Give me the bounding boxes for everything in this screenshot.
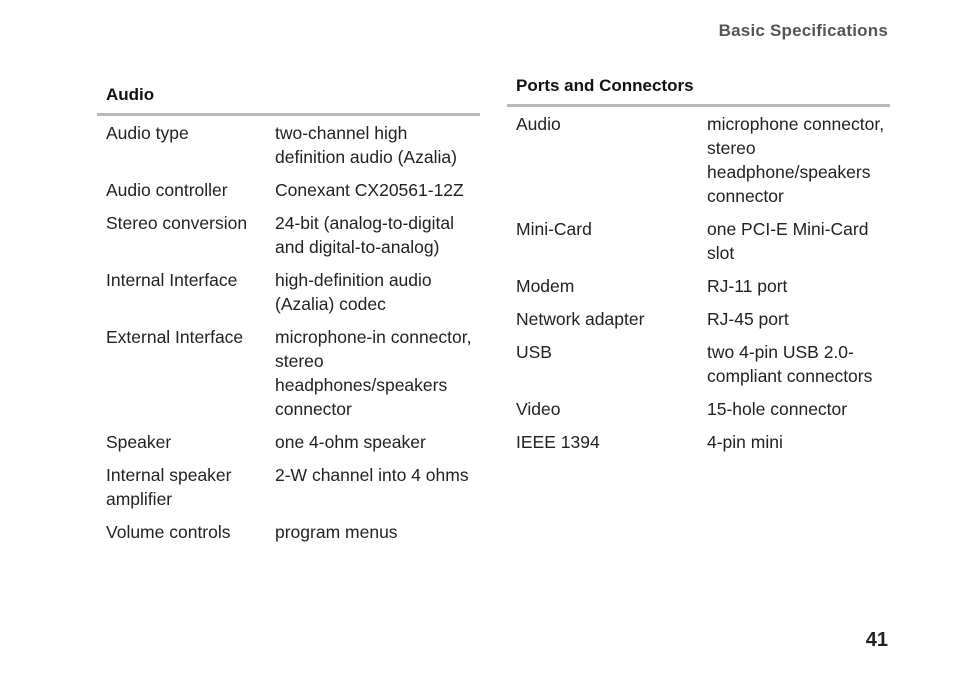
table-row — [97, 520, 480, 553]
table-row — [97, 268, 480, 325]
table-row — [507, 397, 890, 430]
spec-value: microphone connector, stereo headphone/speakers connector — [707, 114, 885, 206]
spec-value: program menus — [275, 522, 398, 542]
spec-label: Video — [516, 399, 561, 419]
spec-value: 2-W channel into 4 ohms — [275, 465, 469, 485]
spec-value: one PCI-E Mini-Card slot — [707, 219, 869, 263]
spec-label: Audio — [516, 114, 561, 134]
spec-label: Modem — [516, 276, 575, 296]
table-row — [97, 463, 480, 520]
table-row — [507, 430, 890, 463]
spec-value: 4-pin mini — [707, 432, 783, 452]
table-row — [507, 340, 890, 397]
spec-label: Network adapter — [516, 309, 645, 329]
table-row — [507, 217, 890, 274]
spec-value: microphone-in connector, stereo headphones/speakers connector — [275, 327, 472, 419]
spec-label: Mini-Card — [516, 219, 592, 239]
ports-spec-table — [507, 112, 890, 463]
spec-label: Internal speaker amplifier — [106, 465, 232, 509]
spec-value: Conexant CX20561-12Z — [275, 180, 464, 200]
spec-label: Stereo conversion — [106, 213, 248, 233]
table-row — [97, 325, 480, 430]
spec-label: Audio type — [106, 123, 189, 143]
table-row — [507, 112, 890, 217]
ports-section — [507, 76, 890, 463]
running-header: Basic Specifications — [718, 21, 888, 40]
page-number: 41 — [865, 629, 888, 651]
audio-spec-table — [97, 121, 480, 553]
spec-value: RJ-45 port — [707, 309, 789, 329]
spec-value: one 4-ohm speaker — [275, 432, 426, 452]
spec-label: Internal Interface — [106, 270, 238, 290]
spec-value: 15-hole connector — [707, 399, 848, 419]
spec-label: Volume controls — [106, 522, 231, 542]
table-row — [97, 121, 480, 178]
spec-value: high-definition audio (Azalia) codec — [275, 270, 432, 314]
spec-label: External Interface — [106, 327, 244, 347]
table-row — [97, 211, 480, 268]
spec-value: two 4-pin USB 2.0-compliant connectors — [707, 342, 873, 386]
table-row — [97, 430, 480, 463]
spec-value: 24-bit (analog-to-digital and digital-to-analog) — [275, 213, 454, 257]
spec-value: two-channel high definition audio (Azalia) — [275, 123, 457, 167]
spec-value: RJ-11 port — [707, 276, 788, 296]
spec-label: IEEE 1394 — [516, 432, 600, 452]
spec-label: Speaker — [106, 432, 172, 452]
table-row — [507, 274, 890, 307]
table-row — [97, 178, 480, 211]
section-title: Audio — [97, 85, 480, 116]
spec-label: USB — [516, 342, 552, 362]
spec-label: Audio controller — [106, 180, 228, 200]
table-row — [507, 307, 890, 340]
audio-section — [97, 85, 480, 553]
section-title: Ports and Connectors — [507, 76, 890, 107]
